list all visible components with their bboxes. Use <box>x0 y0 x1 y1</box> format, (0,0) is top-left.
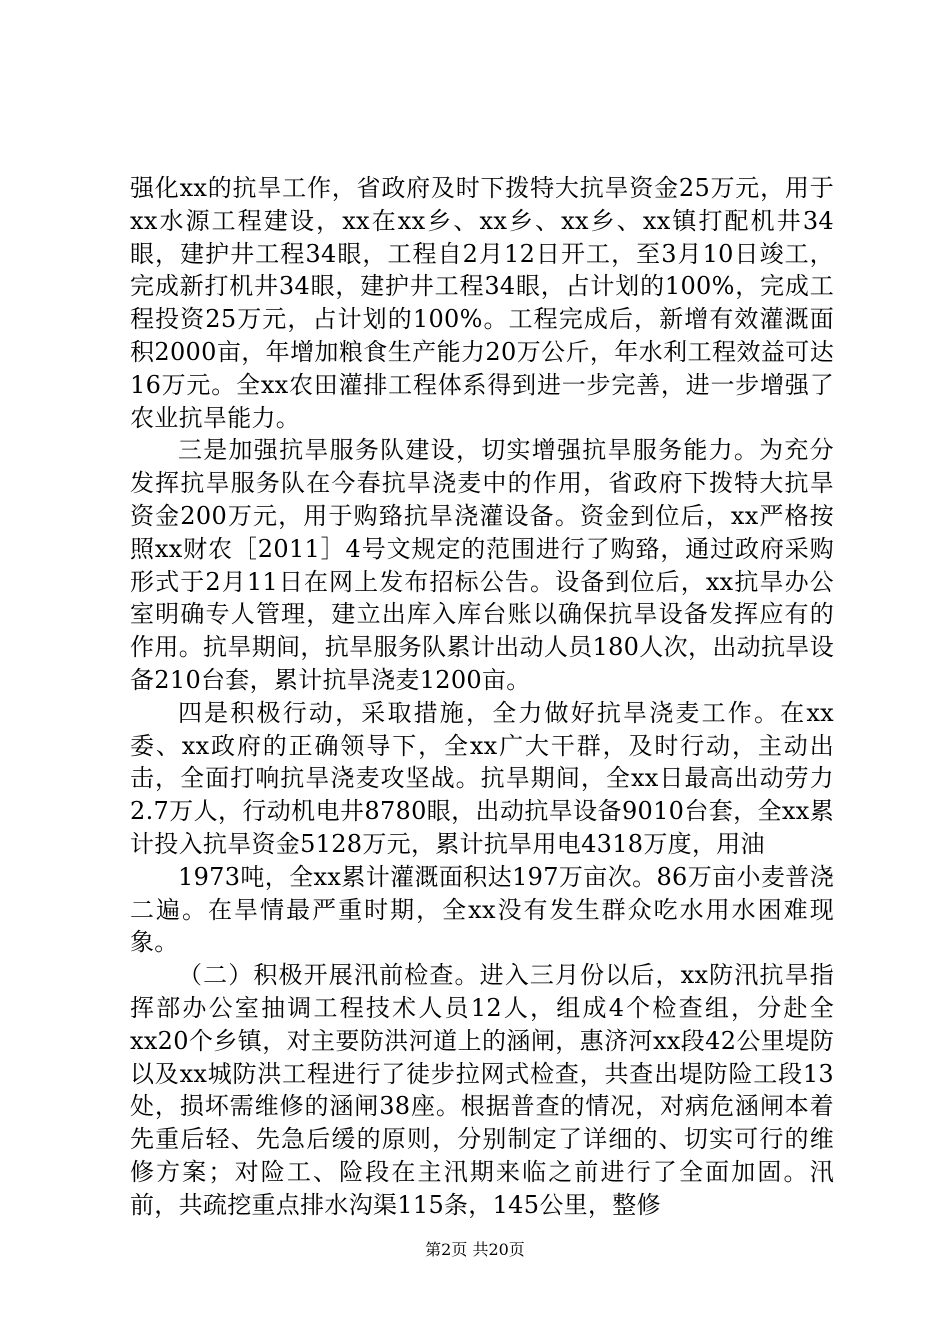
paragraph-1: 强化xx的抗旱工作，省政府及时下拨特大抗旱资金25万元，用于xx水源工程建设，xx在xx乡、xx乡、xx乡、xx镇打配机井34眼，建护井工程34眼，工程自2月12日开工，至3月10日竣工，完成新打机井34眼，建护井工程34眼，占计划的100%，完成工程投资25万元，占计划的100%。工程完成后，新增有效灌溉面积2000亩，年增加粮食生产能力20万公斤，年水利工程效益可达16万元。全xx农田灌排工程体系得到进一步完善，进一步增强了农业抗旱能力。 <box>130 174 834 432</box>
paragraph-3: 四是积极行动，采取措施，全力做好抗旱浇麦工作。在xx委、xx政府的正确领导下，全xx广大干群，及时行动，主动出击，全面打响抗旱浇麦攻坚战。抗旱期间，全xx日最高出动劳力2.7万人，行动机电井8780眼，出动抗旱设备9010台套，全xx累计投入抗旱资金5128万元，累计抗旱用电4318万度，用油 <box>130 698 834 858</box>
page-number-footer: 第2页 共20页 <box>425 1240 525 1259</box>
paragraph-4: 1973吨，全xx累计灌溉面积达197万亩次。86万亩小麦普浇二遍。在旱情最严重时期，全xx没有发生群众吃水用水困难现象。 <box>130 862 834 957</box>
document-body <box>130 172 834 1222</box>
paragraph-5: （二）积极开展汛前检查。进入三月份以后，xx防汛抗旱指挥部办公室抽调工程技术人员12人，组成4个检查组，分赴全xx20个乡镇，对主要防洪河道上的涵闸，惠济河xx段42公里堤防以及xx城防洪工程进行了徒步拉网式检查，共查出堤防险工段13处，损坏需维修的涵闸38座。根据普查的情况，对病危涵闸本着先重后轻、先急后缓的原则，分别制定了详细的、切实可行的维修方案；对险工、险段在主汛期来临之前进行了全面加固。汛前，共疏挖重点排水沟渠115条，145公里，整修 <box>130 961 834 1219</box>
paragraph-2: 三是加强抗旱服务队建设，切实增强抗旱服务能力。为充分发挥抗旱服务队在今春抗旱浇麦中的作用，省政府下拨特大抗旱资金200万元，用于购臵抗旱浇灌设备。资金到位后，xx严格按照xx财农［2011］4号文规定的范围进行了购臵，通过政府采购形式于2月11日在网上发布招标公告。设备到位后，xx抗旱办公室明确专人管理，建立出库入库台账以确保抗旱设备发挥应有的作用。抗旱期间，抗旱服务队累计出动人员180人次，出动抗旱设备210台套，累计抗旱浇麦1200亩。 <box>130 436 834 694</box>
